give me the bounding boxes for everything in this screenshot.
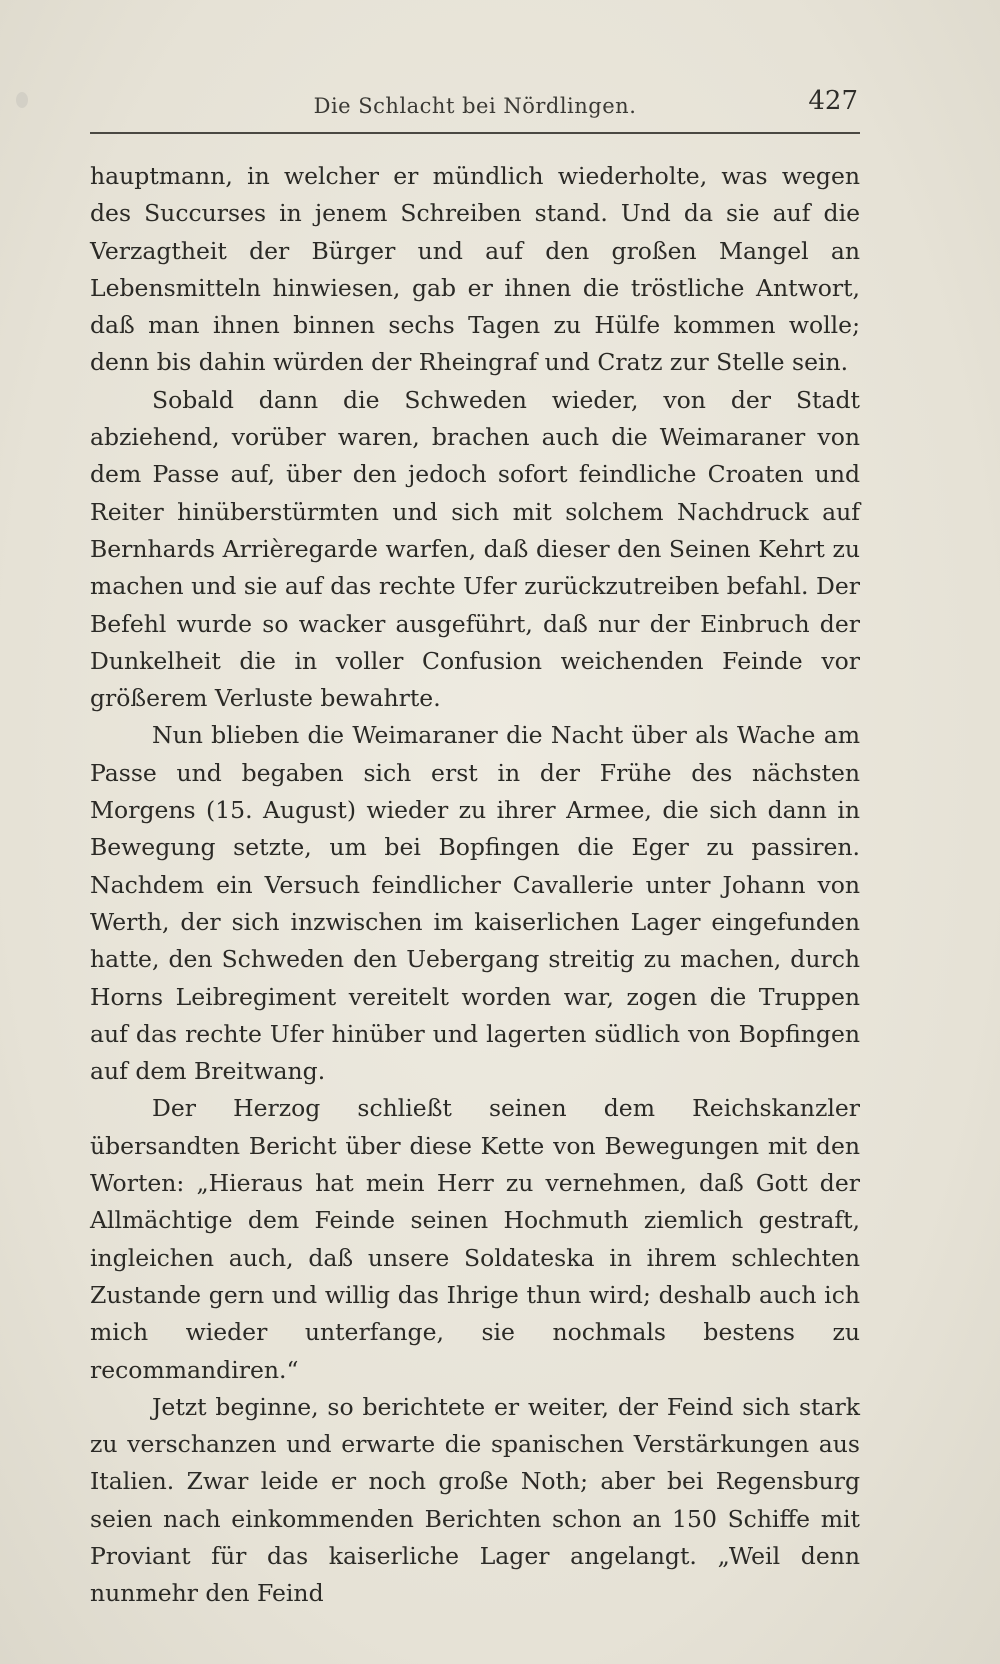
running-title: Die Schlacht bei Nördlingen. [313,94,637,118]
body-text [90,158,860,1613]
paragraph-2: Sobald dann die Schweden wieder, von der Stadt abziehend, vorüber waren, brachen auch die Weimaraner von dem Passe auf, über den jedoch sofort feindliche Croaten und Reiter hinüberstürmten und sich mit solchem Nachdruck auf Bernhards Arrièregarde warfen, daß dieser den Seinen Kehrt zu machen und sie auf das rechte Ufer zurückzutreiben befahl. Der Befehl wurde so wacker ausgeführt, daß nur der Einbruch der Dunkelheit die in voller Confusion weichenden Feinde vor größerem Verluste bewahrte. [90,385,860,713]
paragraph-4: Der Herzog schließt seinen dem Reichskanzler übersandten Bericht über diese Kette von Bewegungen mit den Worten: „Hieraus hat mein Herr zu vernehmen, daß Gott der Allmächtige dem Feinde seinen Hochmuth ziemlich gestraft, ingleichen auch, daß unsere Soldateska in ihrem schlechten Zustande gern und willig das Ihrige thun wird; deshalb auch ich mich wieder unterfange, sie nochmals bestens zu recommandiren.“ [90,1094,860,1384]
page-number: 427 [808,86,858,116]
paragraph-3: Nun blieben die Weimaraner die Nacht über als Wache am Passe und begaben sich erst in der Frühe des nächsten Morgens (15. August) wieder zu ihrer Armee, die sich dann in Bewegung setzte, um bei Bopfingen die Eger zu passiren. Nachdem ein Versuch feindlicher Cavallerie unter Johann von Werth, der sich inzwischen im kaiserlichen Lager eingefunden hatte, den Schweden den Uebergang streitig zu machen, durch Horns Leibregiment vereitelt worden war, zogen die Truppen auf das rechte Ufer hinüber und lagerten südlich von Bopfingen auf dem Breitwang. [90,721,860,1086]
page-header [90,86,860,134]
paragraph-1: hauptmann, in welcher er mündlich wiederholte, was wegen des Succurses in jenem Schreiben stand. Und da sie auf die Verzagtheit der Bürger und auf den großen Mangel an Lebensmitteln hinwiesen, gab er ihnen die tröstliche Antwort, daß man ihnen binnen sechs Tagen zu Hülfe kommen wolle; denn bis dahin würden der Rheingraf und Cratz zur Stelle sein. [90,162,860,377]
paper-stain [16,92,28,108]
paragraph-5: Jetzt beginne, so berichtete er weiter, der Feind sich stark zu verschanzen und erwarte die spanischen Verstärkungen aus Italien. Zwar leide er noch große Noth; aber bei Regensburg seien nach einkommenden Berichten schon an 150 Schiffe mit Proviant für das kaiserliche Lager angelangt. „Weil denn nunmehr den Feind [90,1392,860,1608]
